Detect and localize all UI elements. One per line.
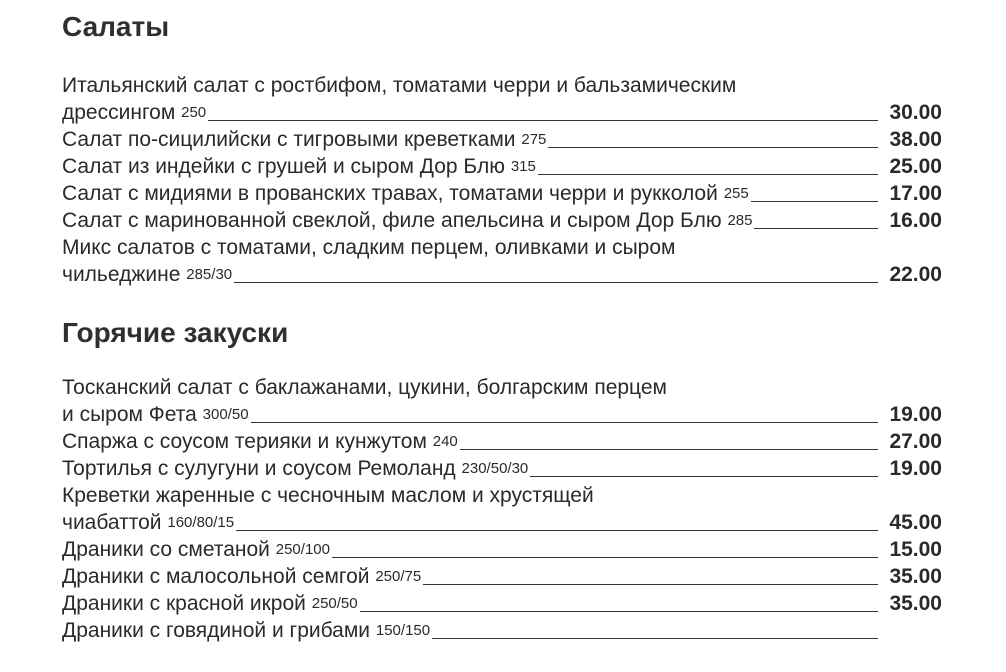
section-salads bbox=[62, 10, 942, 288]
leader-line bbox=[208, 119, 878, 121]
item-name: Драники с говядиной и грибами bbox=[62, 619, 371, 642]
item-weight: 240 bbox=[432, 433, 458, 450]
item-weight: 255 bbox=[723, 185, 749, 202]
item-weight: 285/30 bbox=[186, 266, 233, 283]
item-name-line: Тосканский салат с баклажанами, цукини, болгарским перцем bbox=[62, 376, 667, 399]
item-price: 35.00 bbox=[889, 592, 942, 615]
item-price-line bbox=[62, 617, 942, 644]
item-price-line bbox=[62, 428, 942, 455]
leader-line bbox=[236, 529, 878, 531]
menu-item bbox=[62, 72, 942, 126]
item-price-line bbox=[62, 455, 942, 482]
item-weight: 160/80/15 bbox=[167, 514, 235, 531]
item-price-line bbox=[62, 536, 942, 563]
section-title: Салаты bbox=[62, 11, 170, 42]
leader-line bbox=[234, 281, 878, 283]
item-name: Салат из индейки с грушей и сыром Дор Блю bbox=[62, 155, 505, 178]
item-name: чиабаттой bbox=[62, 511, 162, 534]
item-price: 16.00 bbox=[889, 209, 942, 232]
item-price: 22.00 bbox=[889, 263, 942, 286]
item-price: 30.00 bbox=[889, 101, 942, 124]
item-list bbox=[62, 72, 942, 288]
menu-item bbox=[62, 234, 942, 288]
menu-item bbox=[62, 126, 942, 153]
menu-item bbox=[62, 374, 942, 428]
item-price: 38.00 bbox=[889, 128, 942, 151]
leader-line bbox=[251, 421, 878, 423]
item-weight: 150/150 bbox=[375, 622, 431, 639]
menu-item bbox=[62, 455, 942, 482]
item-name: Драники с красной икрой bbox=[62, 592, 306, 615]
menu-item bbox=[62, 428, 942, 455]
item-list bbox=[62, 374, 942, 644]
item-price: 35.00 bbox=[889, 565, 942, 588]
item-name: Драники со сметаной bbox=[62, 538, 270, 561]
item-name: Салат с маринованной свеклой, филе апельсина и сыром Дор Блю bbox=[62, 209, 722, 232]
item-price-line bbox=[62, 126, 942, 153]
item-name: дрессингом bbox=[62, 101, 176, 124]
leader-line bbox=[751, 200, 878, 202]
menu-item bbox=[62, 617, 942, 644]
menu-item bbox=[62, 180, 942, 207]
item-name-line: Итальянский салат с ростбифом, томатами черри и бальзамическим bbox=[62, 74, 737, 97]
leader-line bbox=[423, 583, 878, 585]
section-title: Горячие закуски bbox=[62, 317, 289, 348]
leader-line bbox=[360, 610, 878, 612]
item-weight: 250/75 bbox=[375, 568, 422, 585]
item-name: Тортилья с сулугуни и соусом Ремоланд bbox=[62, 457, 456, 480]
item-name: Драники с малосольной семгой bbox=[62, 565, 370, 588]
leader-line bbox=[460, 448, 878, 450]
item-weight: 250/50 bbox=[311, 595, 358, 612]
menu-item bbox=[62, 563, 942, 590]
item-price-line bbox=[62, 207, 942, 234]
menu-item bbox=[62, 536, 942, 563]
item-weight: 300/50 bbox=[202, 406, 249, 423]
item-price: 25.00 bbox=[889, 155, 942, 178]
item-weight: 230/50/30 bbox=[461, 460, 529, 477]
item-price-line bbox=[62, 180, 942, 207]
item-weight: 250/100 bbox=[275, 541, 330, 558]
menu-item bbox=[62, 482, 942, 536]
item-weight: 285 bbox=[727, 212, 753, 229]
item-weight: 275 bbox=[521, 131, 547, 148]
item-name: Салат с мидиями в прованских травах, томатами черри и рукколой bbox=[62, 182, 718, 205]
item-price: 17.00 bbox=[889, 182, 942, 205]
item-name-line: Креветки жаренные с чесночным маслом и хрустящей bbox=[62, 484, 594, 507]
item-name: Спаржа с соусом терияки и кунжутом bbox=[62, 430, 427, 453]
leader-line bbox=[754, 227, 878, 229]
item-price-line bbox=[62, 563, 942, 590]
item-price: 27.00 bbox=[889, 430, 942, 453]
item-price-line bbox=[62, 590, 942, 617]
leader-line bbox=[538, 173, 878, 175]
item-price-line bbox=[62, 99, 942, 126]
item-price-line bbox=[62, 153, 942, 180]
menu-item bbox=[62, 153, 942, 180]
item-name-line: Микс салатов с томатами, сладким перцем, оливками и сыром bbox=[62, 236, 676, 259]
menu-page bbox=[62, 0, 942, 644]
leader-line bbox=[432, 637, 878, 639]
item-price: 15.00 bbox=[889, 538, 942, 561]
item-price: 45.00 bbox=[889, 511, 942, 534]
leader-line bbox=[548, 146, 878, 148]
item-price: 19.00 bbox=[889, 457, 942, 480]
item-weight: 250 bbox=[181, 104, 207, 121]
item-weight: 315 bbox=[510, 158, 536, 175]
section-hot-appetizers bbox=[62, 316, 942, 644]
item-name: Салат по-сицилийски с тигровыми креветками bbox=[62, 128, 516, 151]
item-name: чильеджине bbox=[62, 263, 181, 286]
item-name: и сыром Фета bbox=[62, 403, 197, 426]
item-price: 19.00 bbox=[889, 403, 942, 426]
item-price-line bbox=[62, 509, 942, 536]
menu-item bbox=[62, 590, 942, 617]
leader-line bbox=[332, 556, 878, 558]
item-price-line bbox=[62, 401, 942, 428]
item-price-line bbox=[62, 261, 942, 288]
leader-line bbox=[530, 475, 878, 477]
menu-item bbox=[62, 207, 942, 234]
